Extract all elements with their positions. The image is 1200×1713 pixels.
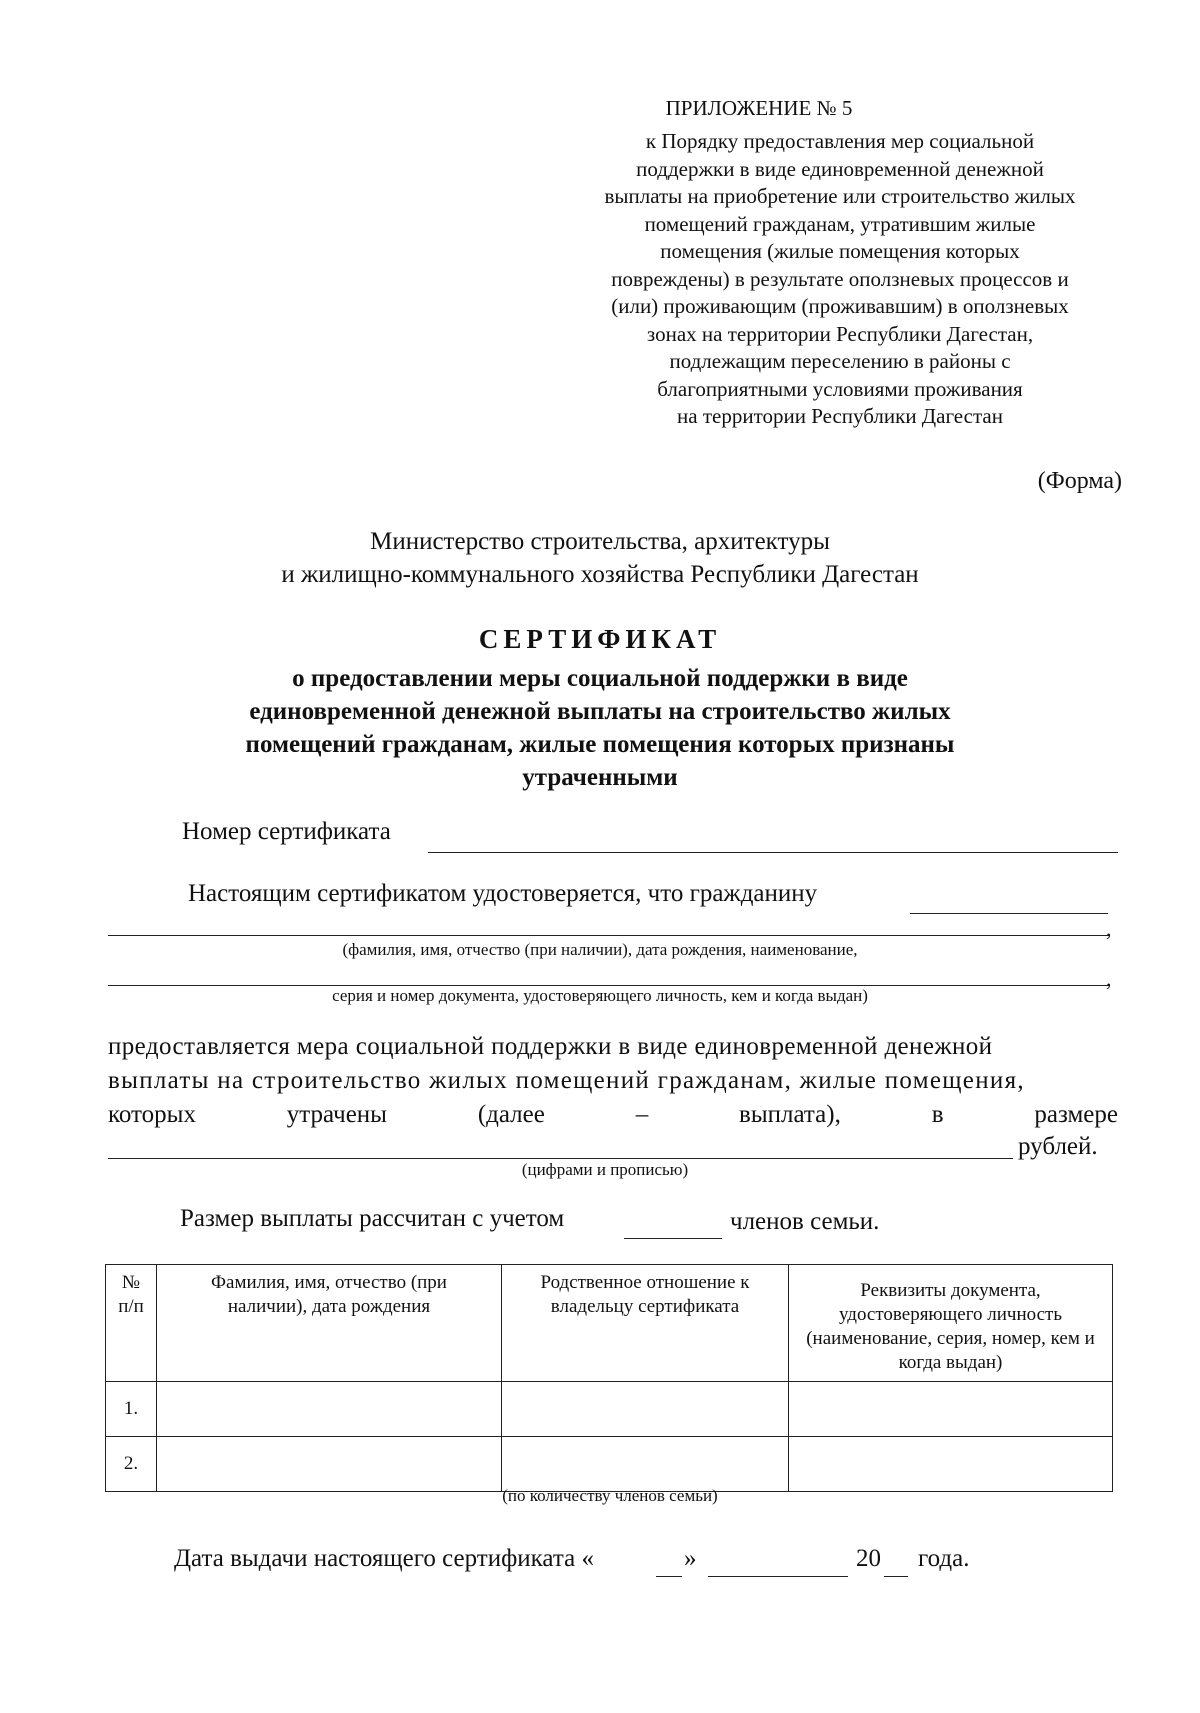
provision-word: – <box>635 1101 649 1128</box>
provision-line <box>108 1098 1118 1132</box>
appendix-line: подлежащим переселению в районы с <box>669 349 1011 373</box>
family-members-table <box>105 1264 1113 1492</box>
certificate-number-field[interactable] <box>428 852 1118 853</box>
header-relation: Родственное отношение к владельцу сертификата <box>502 1265 789 1382</box>
cell-name[interactable] <box>157 1382 502 1437</box>
comma: , <box>1106 916 1112 941</box>
header-number: № п/п <box>106 1265 157 1382</box>
ministry-name <box>0 525 1200 591</box>
subtitle-line: единовременной денежной выплаты на строительство жилых <box>249 698 951 725</box>
provision-word: выплата), <box>739 1101 841 1128</box>
provision-word: размере <box>1034 1101 1118 1128</box>
cell-relation[interactable] <box>502 1437 789 1492</box>
subtitle-line: помещений гражданам, жилые помещения которых признаны <box>245 731 955 758</box>
cell-document[interactable] <box>789 1382 1113 1437</box>
citizen-caption-2: серия и номер документа, удостоверяющего личность, кем и когда выдан) <box>332 986 868 1005</box>
appendix-line: зонах на территории Республики Дагестан, <box>646 321 1034 346</box>
citizen-name-field-start[interactable] <box>910 913 1108 914</box>
citizen-label: Настоящим сертификатом удостоверяется, что гражданину <box>188 880 818 907</box>
provision-paragraph <box>108 1030 1118 1132</box>
certificate-title: СЕРТИФИКАТ <box>478 624 722 654</box>
certificate-subtitle <box>150 662 1050 794</box>
form-label: (Форма) <box>1037 468 1122 494</box>
issue-day-field[interactable] <box>656 1576 682 1577</box>
table-header-row <box>106 1265 1113 1382</box>
issue-year-prefix: 20 <box>856 1545 881 1572</box>
citizen-caption-1: (фамилия, имя, отчество (при наличии), дата рождения, наименование, <box>342 940 858 959</box>
appendix-line: (или) проживающим (проживавшим) в оползневых <box>611 294 1069 318</box>
row-number: 1. <box>106 1382 157 1437</box>
header-name: Фамилия, имя, отчество (при наличии), дата рождения <box>157 1265 502 1382</box>
appendix-line: помещений гражданам, утратившим жилые <box>644 211 1036 236</box>
provision-line <box>108 1030 1118 1064</box>
appendix-line: выплаты на приобретение или строительство жилых <box>604 184 1076 208</box>
family-size-field[interactable] <box>624 1238 722 1239</box>
table-row <box>106 1382 1113 1437</box>
appendix-title: ПРИЛОЖЕНИЕ № 5 <box>665 96 853 120</box>
certificate-number-label: Номер сертификата <box>182 818 391 845</box>
cell-document[interactable] <box>789 1437 1113 1492</box>
ministry-line: и жилищно-коммунального хозяйства Республики Дагестан <box>281 561 919 588</box>
appendix-body <box>560 128 1120 431</box>
cell-name[interactable] <box>157 1437 502 1492</box>
table-row <box>106 1437 1113 1492</box>
subtitle-line: утраченными <box>522 764 678 791</box>
appendix-line: на территории Республики Дагестан <box>677 404 1003 428</box>
family-size-prefix: Размер выплаты рассчитан с учетом <box>180 1205 565 1232</box>
issue-year-field[interactable] <box>884 1576 908 1577</box>
rubles-label: рублей. <box>1018 1133 1098 1160</box>
issue-date-suffix: года. <box>918 1545 970 1572</box>
family-size-suffix: членов семьи. <box>730 1208 880 1235</box>
provision-word: в <box>931 1101 944 1128</box>
provision-word: (далее <box>477 1101 545 1128</box>
row-number: 2. <box>106 1437 157 1492</box>
header-document: Реквизиты документа, удостоверяющего личность (наименование, серия, номер, кем и когда выдан) <box>789 1265 1113 1382</box>
appendix-line: помещения (жилые помещения которых <box>660 239 1020 263</box>
cell-relation[interactable] <box>502 1382 789 1437</box>
provision-word: утрачены <box>286 1101 387 1128</box>
appendix-line: к Порядку предоставления мер социальной <box>645 129 1035 153</box>
provision-line <box>108 1064 1118 1098</box>
citizen-details-field-1[interactable] <box>108 935 1108 936</box>
appendix-line: поддержки в виде единовременной денежной <box>636 156 1044 181</box>
issue-date-quote-close: » <box>684 1545 697 1572</box>
issue-date-prefix: Дата выдачи настоящего сертификата « <box>174 1545 594 1572</box>
appendix-line: повреждены) в результате оползневых процессов и <box>611 266 1069 291</box>
comma: , <box>1106 966 1112 991</box>
provision-word: которых <box>108 1101 196 1128</box>
table-caption: (по количеству членов семьи) <box>502 1486 718 1505</box>
issue-month-field[interactable] <box>708 1576 848 1577</box>
amount-caption: (цифрами и прописью) <box>521 1160 689 1179</box>
amount-field[interactable] <box>108 1158 1013 1159</box>
appendix-line: благоприятными условиями проживания <box>657 376 1023 401</box>
ministry-line: Министерство строительства, архитектуры <box>370 528 830 555</box>
subtitle-line: о предоставлении меры социальной поддержки в виде <box>292 665 908 692</box>
provision-text: выплаты на строительство жилых помещений гражданам, жилые помещения, <box>108 1067 1025 1094</box>
provision-text: предоставляется мера социальной поддержки в виде единовременной денежной <box>108 1033 993 1060</box>
